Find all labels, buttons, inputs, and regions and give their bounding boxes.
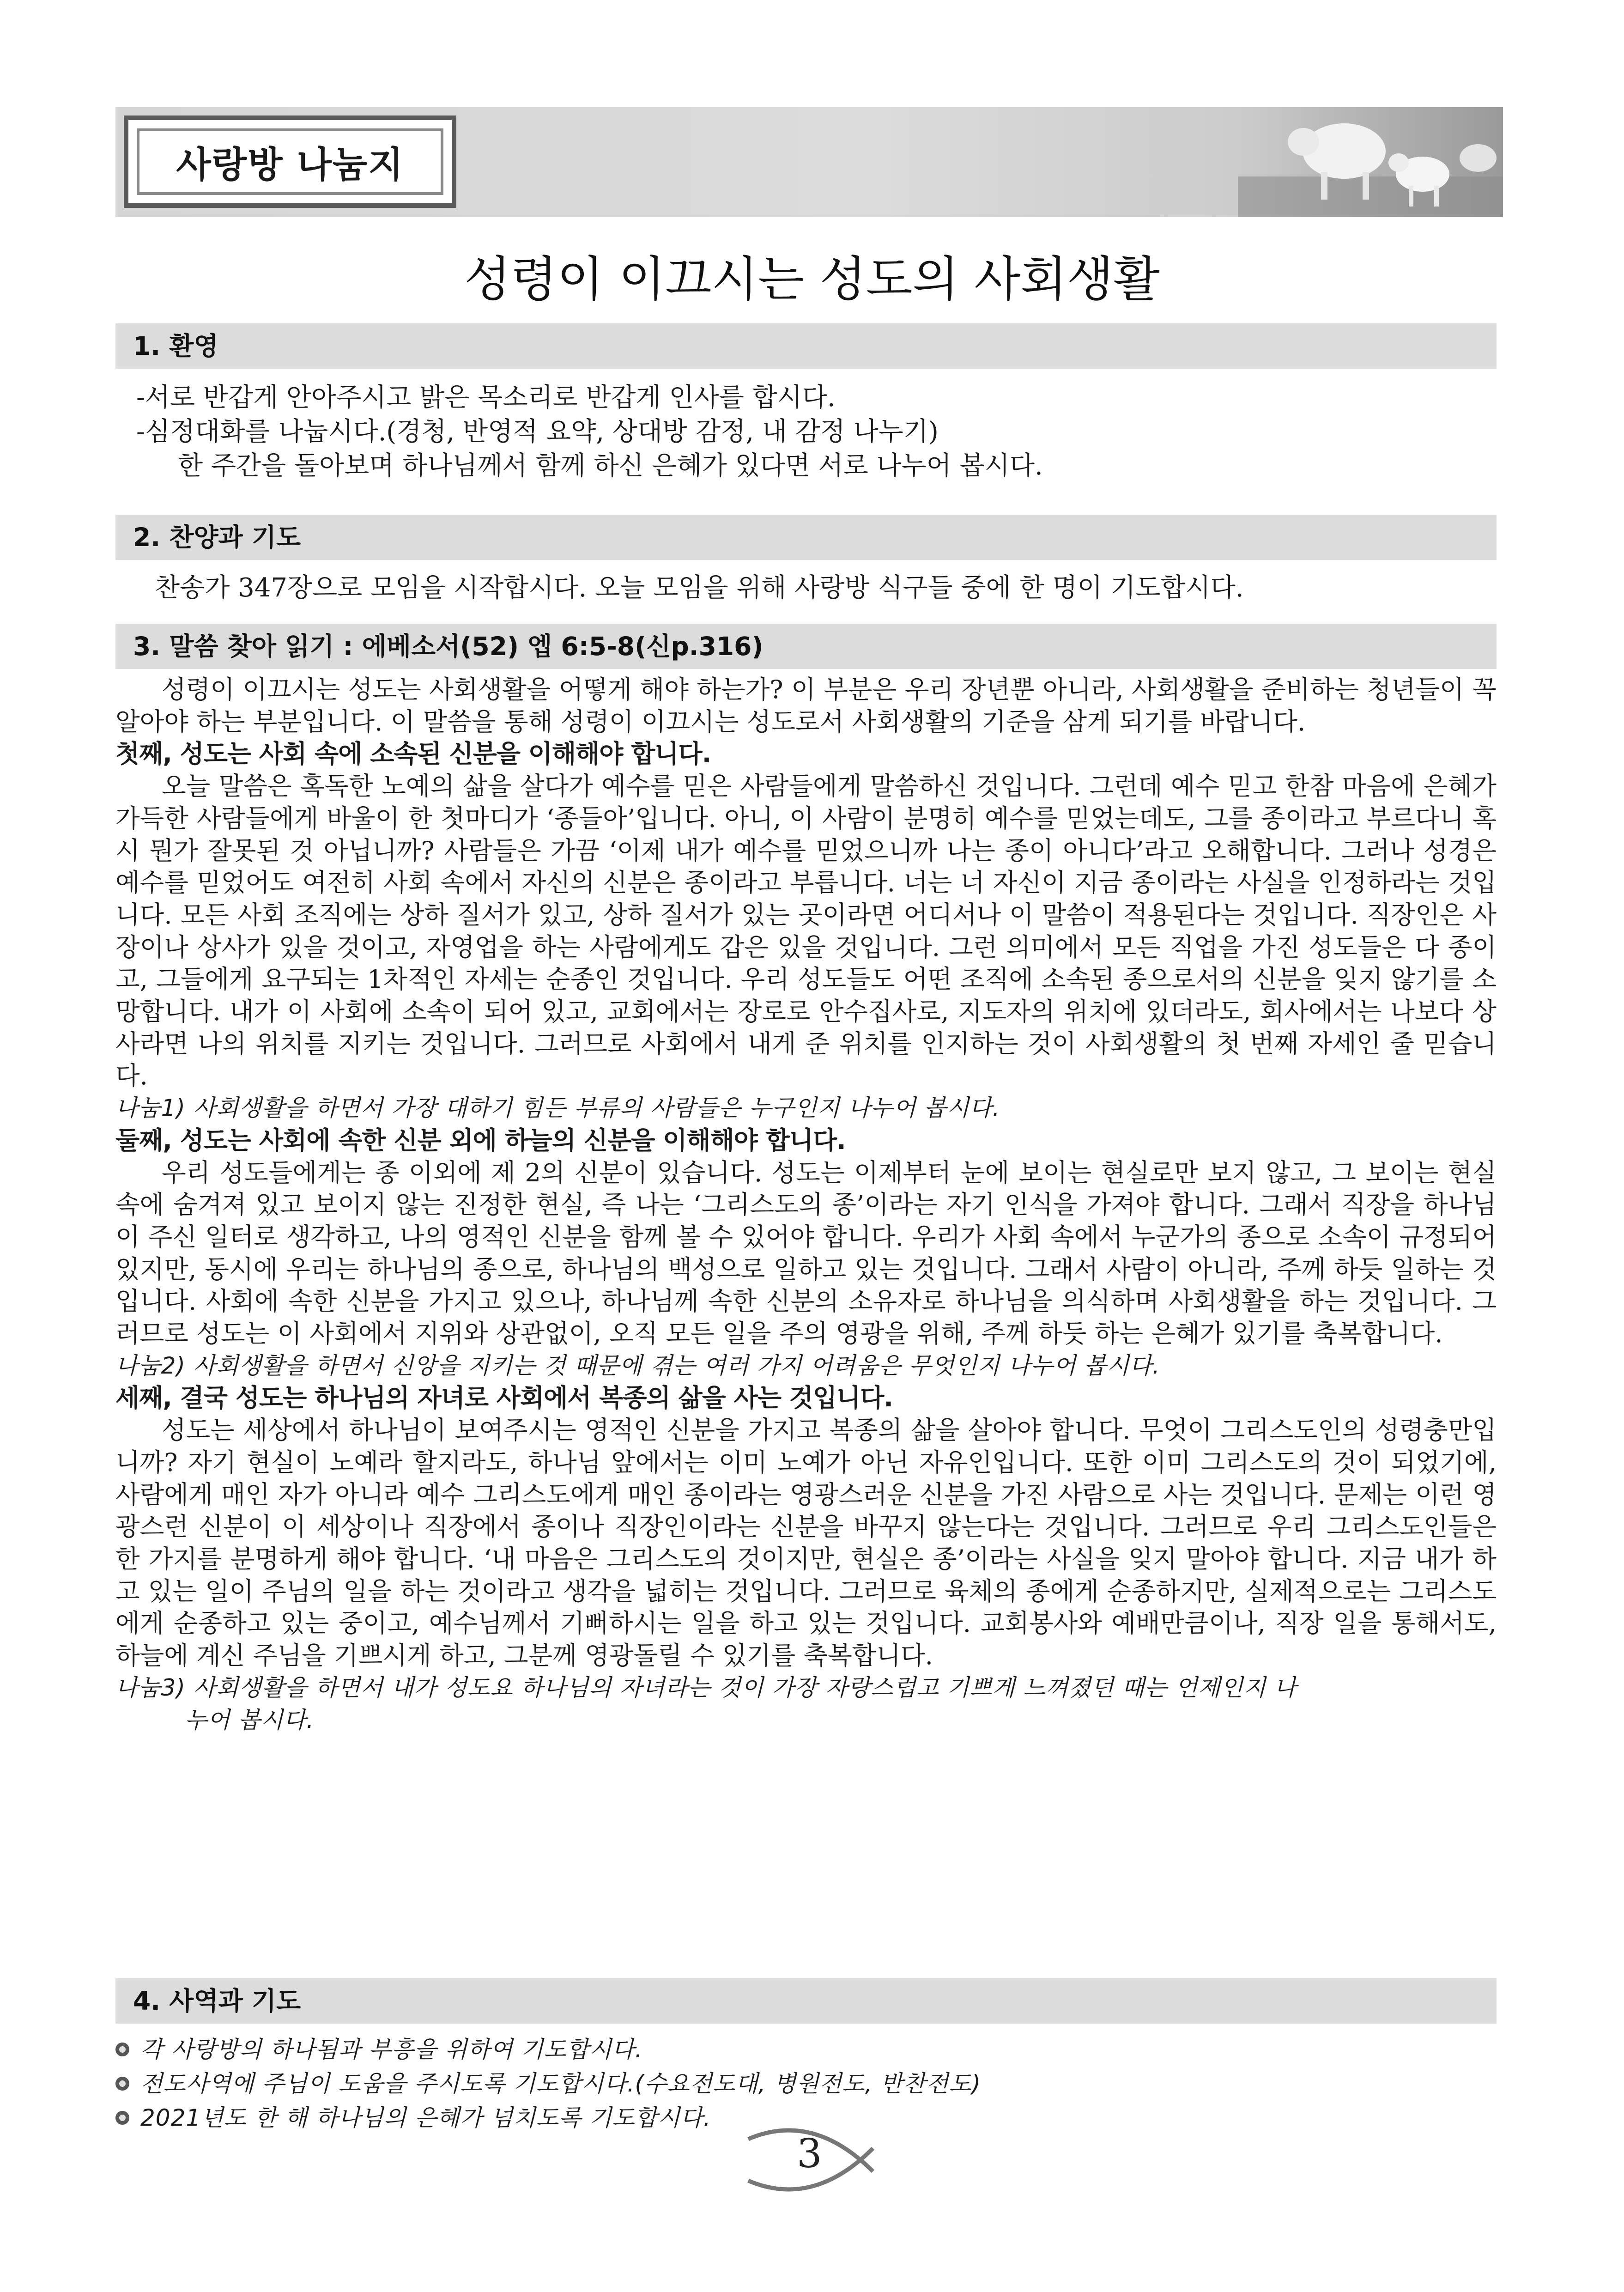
point-3-heading: 세째, 결국 성도는 하나님의 자녀로 사회에서 복종의 삶을 사는 것입니다. [115, 1383, 893, 1413]
sermon-intro: 성령이 이끄시는 성도는 사회생활을 어떻게 해야 하는가? 이 부분은 우리 장년뿐 아니라, 사회생활을 준비하는 청년들이 꼭 알아야 하는 부분입니다. 이 말씀을 통해 성령이 이끄시는 성도로서 사회생활의 기준을 삼게 되기를 바랍니다. [115, 675, 1497, 736]
section-3-title: 3. 말씀 찾아 읽기 : 에베소서(52) 엡 6:5-8(신p.316) [133, 632, 764, 661]
prayer-item [115, 2065, 981, 2098]
praise-text: 찬송가 347장으로 모임을 시작합시다. 오늘 모임을 위해 사랑방 식구들 중에 한 명이 기도합시다. [155, 573, 1244, 603]
point-1-text: 오늘 말씀은 혹독한 노예의 삶을 살다가 예수를 믿은 사람들에게 말씀하신 것입니다. 그런데 예수 믿고 한참 마음에 은혜가 가득한 사람들에게 바울이 한 첫마디가 ‘종들아’입니다. 아니, 이 사람이 분명히 예수를 믿었는데도, 그를 종이라고 부르다니 혹시 뭔가 잘못된 것 아닙니까? 사람들은 가끔 ‘이제 내가 예수를 믿었으니까 나는 종이 아니다’라고 오해합니다. 그러나 성경은 예수를 믿었어도 여전히 사회 속에서 자신의 신분은 종이라고 부릅니다. 너는 너 자신이 지금 종이라는 사실을 인정하라는 것입니다. 모든 사회 조직에는 상하 질서가 있고, 상하 질서가 있는 곳이라면 어디서나 이 말씀이 적용된다는 것입니다. 직장인은 사장이나 상사가 있을 것이고, 자영업을 하는 사람에게도 갑은 있을 것입니다. 그런 의미에서 모든 직업을 가진 성도들은 다 종이고, 그들에게 요구되는 1차적인 자세는 순종인 것입니다. 우리 성도들도 어떤 조직에 소속된 종으로서의 신분을 잊지 않기를 소망합니다. 내가 이 사회에 소속이 되어 있고, 교회에서는 장로로 안수집사로, 지도자의 위치에 있더라도, 회사에서는 나보다 상사라면 나의 위치를 지키는 것입니다. 그러므로 사회에서 내게 준 위치를 인지하는 것이 사회생활의 첫 번째 자세인 줄 믿습니다. [115, 771, 1497, 1091]
point-1-heading: 첫째, 성도는 사회 속에 소속된 신분을 이해해야 합니다. [115, 739, 711, 769]
point-3-text: 성도는 세상에서 하나님이 보여주시는 영적인 신분을 가지고 복종의 삶을 살아야 합니다. 무엇이 그리스도인의 성령충만입니까? 자기 현실이 노예라 할지라도, 하나님 앞에서는 이미 노예가 아닌 자유인입니다. 또한 이미 그리스도의 것이 되었기에, 사람에게 매인 자가 아니라 예수 그리스도에게 매인 종이라는 영광스러운 신분을 가진 사람으로 사는 것입니다. 문제는 이런 영광스런 신분이 이 세상이나 직장에서 종이나 직장인이라는 신분을 바꾸지 않는다는 것입니다. 그러므로 우리 그리스도인들은 한 가지를 분명하게 해야 합니다. ‘내 마음은 그리스도의 것이지만, 현실은 종’이라는 사실을 잊지 말아야 합니다. 지금 내가 하고 있는 일이 주님의 일을 하는 것이라고 생각을 넓히는 것입니다. 그러므로 육체의 종에게 순종하지만, 실제적으로는 그리스도에게 순종하고 있는 중이고, 예수님께서 기뻐하시는 일을 하고 있는 것입니다. 교회봉사와 예배만큼이나, 직장 일을 통해서도, 하늘에 계신 주님을 기쁘시게 하고, 그분께 영광돌릴 수 있기를 축복합니다. [115, 1415, 1497, 1671]
circle-bullet-icon [115, 2043, 129, 2056]
share-question-3-continued: 누어 봅시다. [185, 1706, 315, 1733]
banner-label-frame [137, 128, 443, 195]
section-1-title: 1. 환영 [133, 331, 218, 361]
prayer-item-text: 각 사랑방의 하나됨과 부흥을 위하여 기도합시다. [140, 2036, 643, 2063]
sheep-photo [1182, 107, 1503, 217]
welcome-line-3: 한 주간을 돌아보며 하나님께서 함께 하신 은혜가 있다면 서로 나누어 봅시다. [178, 451, 1043, 481]
page-number: 3 [797, 2131, 822, 2177]
share-question-3: 나눔3) 사회생활을 하면서 내가 성도요 하나님의 자녀라는 것이 가장 자랑스럽고 기쁘게 느껴졌던 때는 언제인지 나 [115, 1674, 1297, 1701]
section-4-header [115, 1978, 1497, 2024]
banner-label: 사랑방 나눔지 [176, 144, 404, 186]
section-2-header [115, 515, 1497, 560]
page-number-badge [739, 2121, 896, 2199]
point-2-text: 우리 성도들에게는 종 이외에 제 2의 신분이 있습니다. 성도는 이제부터 눈에 보이는 현실로만 보지 않고, 그 보이는 현실 속에 숨겨져 있고 보이지 않는 진정한 현실, 즉 나는 ‘그리스도의 종’이라는 자기 인식을 가져야 합니다. 그래서 직장을 하나님이 주신 일터로 생각하고, 나의 영적인 신분을 함께 볼 수 있어야 합니다. 우리가 사회 속에서 누군가의 종으로 소속이 규정되어 있지만, 동시에 우리는 하나님의 종으로, 하나님의 백성으로 일하고 있는 것입니다. 그래서 사람이 아니라, 주께 하듯 일하는 것입니다. 사회에 속한 신분을 가지고 있으나, 하나님께 속한 신분의 소유자로 하나님을 의식하며 사회생활을 하는 것입니다. 그러므로 성도는 이 사회에서 지위와 상관없이, 오직 모든 일을 주의 영광을 위해, 주께 하듯 하는 은혜가 있기를 축복합니다. [115, 1157, 1497, 1349]
circle-bullet-icon [115, 2111, 129, 2125]
prayer-item-text: 2021년도 한 해 하나님의 은혜가 넘치도록 기도합시다. [140, 2104, 711, 2131]
section-1-header [115, 323, 1497, 369]
section-3-header [115, 624, 1497, 669]
section-2-title: 2. 찬양과 기도 [133, 523, 301, 552]
prayer-item-text: 전도사역에 주님이 도움을 주시도록 기도합시다.(수요전도대, 병원전도, 반찬전도) [140, 2070, 981, 2097]
circle-bullet-icon [115, 2077, 129, 2091]
prayer-item [115, 2099, 711, 2133]
sermon-body [115, 674, 1497, 1736]
banner-label-box [124, 116, 456, 208]
page-title: 성령이 이끄시는 성도의 사회생활 [464, 251, 1160, 307]
welcome-line-2: -심정대화를 나눕시다.(경청, 반영적 요약, 상대방 감정, 내 감정 나누기) [136, 417, 939, 447]
section-4-title: 4. 사역과 기도 [133, 1986, 301, 2016]
share-question-1: 나눔1) 사회생활을 하면서 가장 대하기 힘든 부류의 사람들은 누구인지 나누어 봅시다. [115, 1094, 1000, 1122]
share-question-2: 나눔2) 사회생활을 하면서 신앙을 지키는 것 때문에 겪는 여러 가지 어려움은 무엇인지 나누어 봅시다. [115, 1352, 1160, 1379]
welcome-line-1: -서로 반갑게 안아주시고 밝은 목소리로 반갑게 인사를 합시다. [136, 383, 836, 413]
prayer-item [115, 2031, 642, 2064]
point-2-heading: 둘째, 성도는 사회에 속한 신분 외에 하늘의 신분을 이해해야 합니다. [115, 1125, 846, 1155]
